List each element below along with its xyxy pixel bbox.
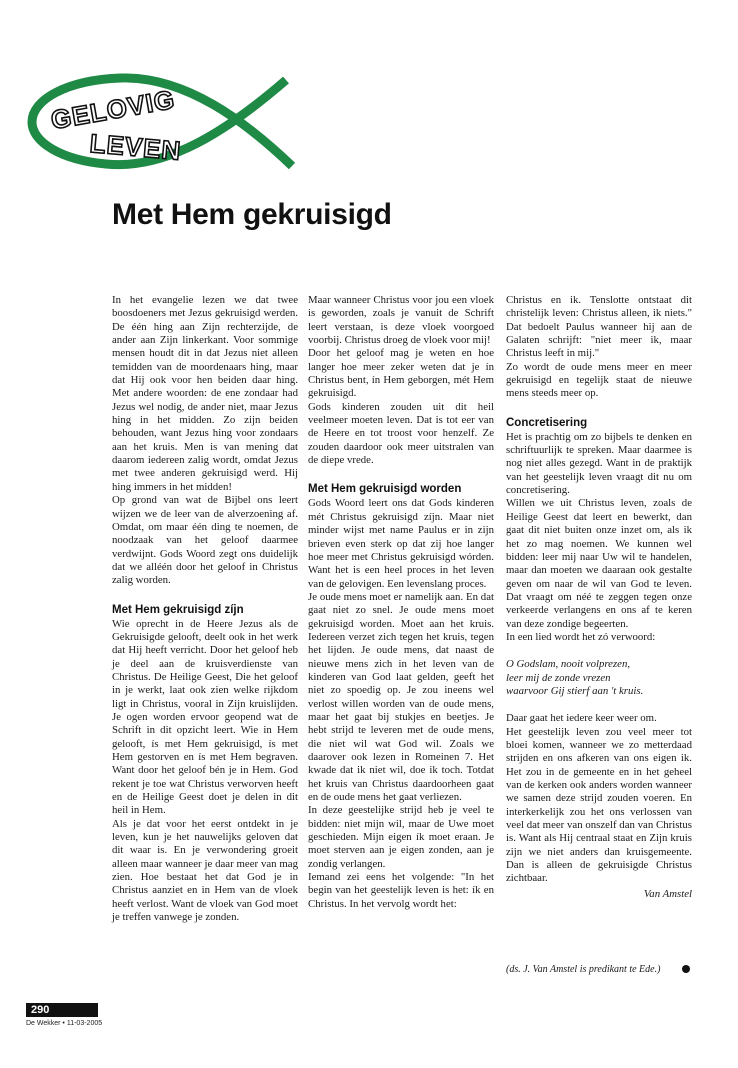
publication-issue: De Wekker • 11-03-2005: [26, 1020, 103, 1027]
paragraph: Zo wordt de oude mens meer en meer gekruisigd en tegelijk staat de nieuwe mens steeds meer op.: [506, 360, 692, 400]
paragraph: Het is prachtig om zo bijbels te denken en schriftuurlijk te spreken. Maar daarmee is nog niet alles gezegd. Want in de praktijk van het geestelijk leven vraagt dit nu om concretisering.: [506, 430, 692, 497]
logo-word-gelovig: GELOVIG: [48, 83, 178, 136]
page-number: 290: [26, 1003, 98, 1017]
paragraph: Het geestelijk leven zou veel meer tot bloei komen, wanneer we zo metterdaad strijden en ons afkeren van ons eigen ik. Het zou in de gemeente en in het geheel van de kerken ook anders worden wanneer we samen deze strijd zouden voeren. En interkerkelijk zou het ons verlossen van veel dat meer van onszelf dan van Christus is. Want als Hij centraal staat en Zijn kruis zijn we niet anders dan kruisgemeente. Dan is alleen de gekruisigde Christus zichtbaar.: [506, 725, 692, 885]
gelovig-leven-logo: [26, 72, 306, 172]
poem-line: leer mij de zonde vrezen: [506, 671, 611, 684]
fish-icon: [26, 72, 306, 172]
paragraph: Op grond van wat de Bijbel ons leert wijzen we de leer van de alverzoening af. Omdat, om maar één ding te noemen, de noodzaak van het geloof daarmee verdwijnt. Gods Woord zegt ons duidelijk dat we alléén door het geloof in Christus zalig worden.: [112, 494, 298, 587]
poem-quote: [506, 658, 692, 698]
paragraph: Je oude mens moet er namelijk aan. En dat gaat niet zo snel. Je oude mens moet gekruisigd worden. Moet aan het kruis. Iedereen verzet zich tegen het kruis, tegen het lijden. Je oude mens, dat naast de nieuwe mens zich in het leven van de kinderen van God laat gelden, geeft het niet zo spoedig op. Je zou ineens wel verlost willen worden van de oude mens, maar het gaat bij stukjes en beetjes. Je hebt strijd te leveren met de oude mens, die niet wil wat God wil. Zoals we daarover ook lezen in Romeinen 7. Het kwade dat ik niet wil, doe ik toch. Totdat het kruis van Christus daardoorheen gaat en de oude mens het gaat verliezen.: [308, 590, 494, 804]
paragraph: In het evangelie lezen we dat twee boosdoeners met Jezus gekruisigd werden. De één hing aan Zijn rechterzijde, de ander aan Zijn linkerkant. Voor sommige mensen houdt dit in dat Jezus niet alleen temidden van de moordenaars hing, maar dat Hij ook voor hen beiden daar hing. Met andere woorden: de ene zondaar had Jezus wel nodig, de ander niet, maar Jezus hing in het midden. Zo zijn beiden behouden, want Jezus hing voor zondaars aan het kruis. Men is van mening dat daarom iedereen zalig wordt, omdat Jezus met twee anderen gekruisigd werd. Hij hing immers in het midden!: [112, 294, 298, 493]
paragraph: In een lied wordt het zó verwoord:: [506, 630, 656, 643]
paragraph: Als je dat voor het eerst ontdekt in je leven, kun je het nauwelijks geloven dat dit waar is. En je verwondering groeit alleen maar wanneer je daar meer van mag zien. Hoe bestaat het dat God je in Christus aanziet en in Hem van de vloek heeft verlost. Want de vloek van God moet je treffen vanwege je zonden.: [112, 817, 298, 924]
paragraph: Door het geloof mag je weten en hoe langer hoe meer zeker weten dat je ín Christus bent, ín Hem geborgen, mét Hem gekruisigd.: [308, 347, 494, 400]
section-heading: Met Hem gekruisigd zíjn: [112, 603, 244, 616]
article-column-1: [112, 294, 298, 924]
paragraph: Willen we uit Christus leven, zoals de Heilige Geest dat leert en bewerkt, dan gaat dit niet buiten onze inzet om, als ik het zo mag noemen. We kunnen wel bidden: leer mij naar Uw wil te handelen, maar dan moeten we daaraan ook gestalte geven om naar de wil van God te leven. Dat vraagt om néé te zeggen tegen onze verkeerde verlangens en ons af te keren van deze zondige begeerten.: [506, 497, 692, 630]
end-mark-icon: [682, 965, 690, 973]
paragraph: Wie oprecht in de Heere Jezus als de Gekruisigde gelooft, deelt ook in het werk dat Hij heeft verricht. Door het geloof heb je deel aan de kruisverdienste van Christus. De Heilige Geest, Die het geloof in je werkt, laat ook zien welke rijkdom ligt in Christus, vooral in Zijn kruislijden. Je ogen worden ervoor geopend wat de Schrift in dit opzicht leert. Wie in Hem gelooft, ís met Hem gekruisigd, ís met Hem gestorven en ís met Hem begraven. Want door het geloof bén je in Hem. God rekent je toe wat Christus verworven heeft en de Heilige Geest doet je delen in dit heil in Hem.: [112, 617, 298, 817]
paragraph: Maar wanneer Christus voor jou een vloek is geworden, zoals je vanuit de Schrift leert verstaan, is deze vloek voorgoed voorbij. Christus droeg de vloek voor mij!: [308, 294, 494, 347]
paragraph: Gods Woord leert ons dat Gods kinderen mét Christus gekruisigd zíjn. Maar niet minder wijst met name Paulus er in zijn brieven even sterk op dat zij hoe langer hoe meer met Christus gekruisigd wórden. Want het is een heel proces in het leven van de gelovigen. Een levenslang proces.: [308, 497, 494, 590]
poem-line: O Godslam, nooit volprezen,: [506, 658, 631, 671]
author-signature: Van Amstel: [643, 887, 692, 900]
section-heading: Met Hem gekruisigd worden: [308, 483, 462, 496]
section-heading: Concretisering: [506, 416, 588, 429]
paragraph: In deze geestelijke strijd heb je veel te bidden: niet mijn wil, maar de Uwe moet geschieden. Mijn eigen ík moet eraan. Je moet sterven aan je eigen zonden, aan je zondig verlangen.: [308, 804, 494, 870]
poem-line: waarvoor Gij stierf aan 't kruis.: [506, 684, 644, 697]
paragraph: Iemand zei eens het volgende: "In het begin van het geestelijk leven is het: ík en Christus. In het vervolg wordt het:: [308, 871, 494, 910]
paragraph: Christus en ik. Tenslotte ontstaat dit christelijk leven: Christus alleen, ik niets." Dat bedoelt Paulus wanneer hij aan de Galaten schrijft: "niet meer ik, maar Christus leeft in mij.": [506, 294, 692, 360]
footnote-text: (ds. J. Van Amstel is predikant te Ede.): [506, 964, 661, 975]
article-title: Met Hem gekruisigd: [112, 198, 392, 231]
logo-word-leven: LEVEN: [88, 128, 183, 166]
paragraph: Daar gaat het iedere keer weer om.: [506, 712, 657, 725]
article-column-2: [308, 294, 494, 911]
paragraph: Gods kinderen zouden uit dit heil veelmeer moeten leven. Dat is tot eer van de Heere en tot troost voor henzelf. Ze zouden daardoor ook meer uitstralen van de diepe vrede.: [308, 400, 494, 467]
author-footnote: [506, 964, 692, 975]
article-column-3: [506, 294, 692, 901]
